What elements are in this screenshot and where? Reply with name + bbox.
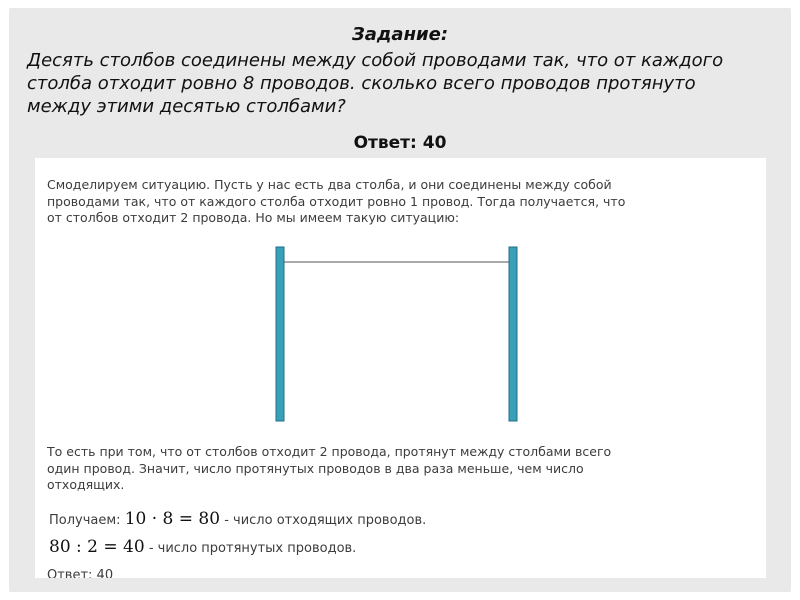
- answer: [0, 133, 800, 153]
- intro-line-3: от столбов отходит 2 провода. Но мы имеем такую ситуацию:: [47, 210, 460, 225]
- answer-label: Ответ:: [353, 133, 417, 153]
- task-line-3: между этими десятью столбами?: [27, 96, 346, 117]
- task-line-2: столба отходит ровно 8 проводов. сколько всего проводов протянуто: [27, 73, 696, 94]
- formula2-expression: 80 : 2 = 40: [49, 537, 145, 557]
- intro-line-2: проводами так, что от каждого столба отходит ровно 1 провод. Тогда получается, что: [47, 193, 626, 209]
- poles-diagram: [35, 158, 766, 438]
- formula1-prefix: Получаем:: [49, 513, 121, 528]
- explanation-line-2: один провод. Значит, число протянутых проводов в два раза меньше, чем число: [47, 460, 584, 476]
- pole-right: [509, 247, 517, 421]
- explanation-line-1: То есть при том, что от столбов отходит 2 провода, протянут между столбами всего: [47, 444, 612, 459]
- explanation-line-3: отходящих.: [47, 477, 125, 492]
- task-line-1: Десять столбов соединены между собой проводами так, что от каждого: [27, 50, 724, 71]
- formula2-suffix: - число протянутых проводов.: [148, 541, 357, 556]
- task-text: [27, 49, 787, 118]
- solution-answer-cutoff: Ответ: 40: [47, 568, 114, 578]
- solution-explanation: [47, 444, 762, 494]
- task-heading: Задание:: [351, 24, 449, 45]
- formula1-expression: 10 · 8 = 80: [124, 509, 221, 529]
- pole-left: [276, 247, 284, 421]
- formula1-suffix: - число отходящих проводов.: [224, 513, 427, 528]
- answer-value: 40: [422, 133, 447, 153]
- solution-panel: [35, 158, 766, 578]
- formula-outgoing: [49, 509, 426, 529]
- formula-stretched: [49, 537, 356, 557]
- intro-line-1: Смоделируем ситуацию. Пусть у нас есть два столба, и они соединены между собой: [47, 177, 612, 192]
